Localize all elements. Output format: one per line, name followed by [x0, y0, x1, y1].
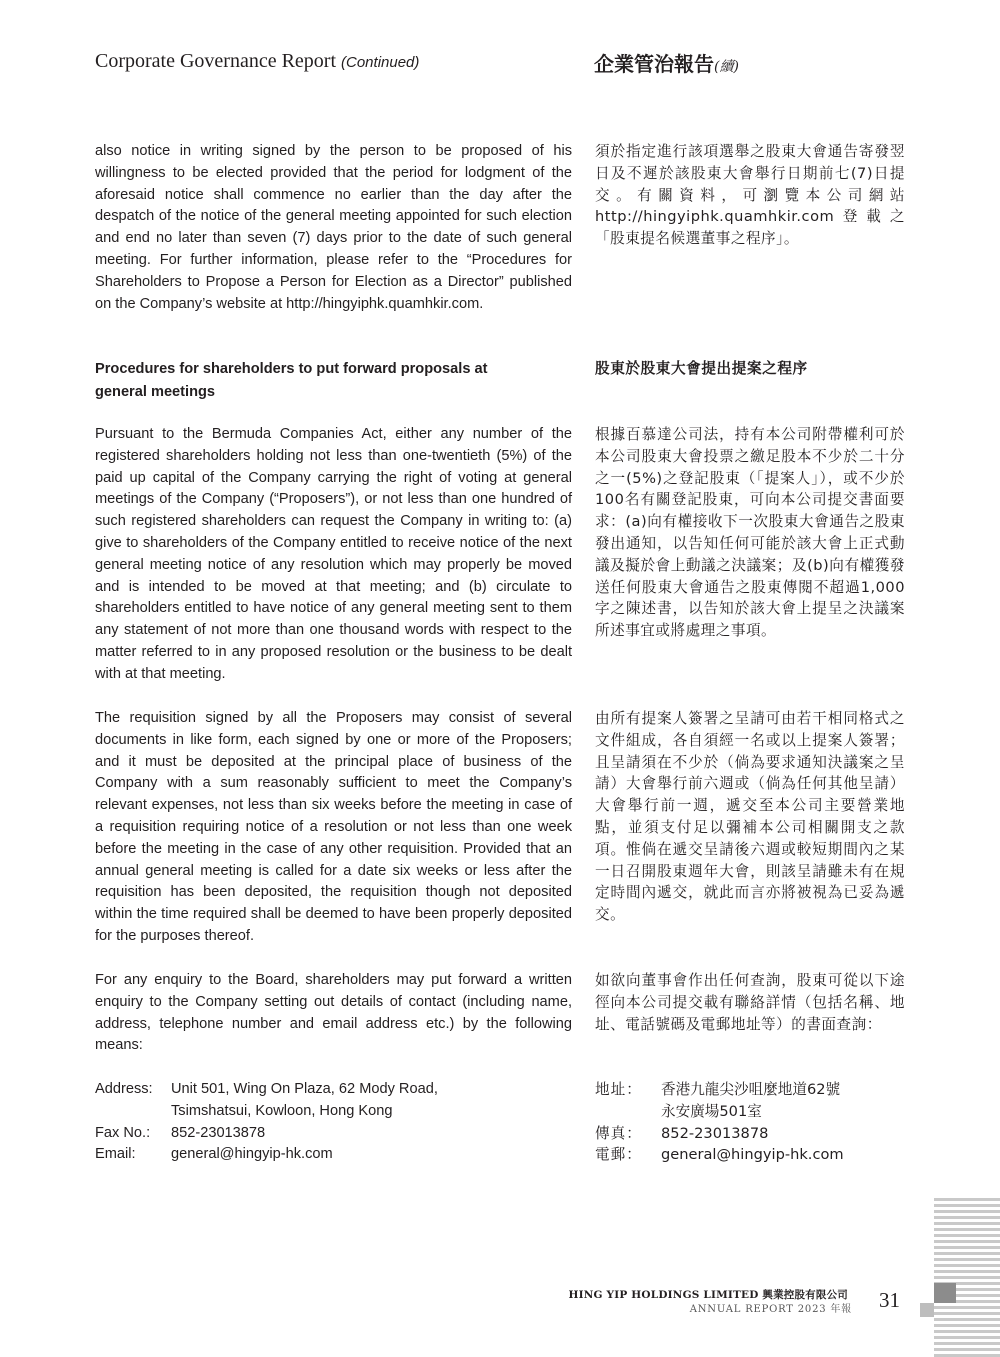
email-label-zh: 電郵： [595, 1146, 642, 1164]
header-title-en-text: Corporate Governance Report [95, 50, 337, 72]
paragraph-zh-4: 如欲向董事會作出任何查詢，股東可從以下途徑向本公司提交載有聯絡詳情（包括名稱、地址、電話號碼及電郵地址等）的書面查詢： [595, 972, 905, 1033]
fax-label-en: Fax No.: [95, 1124, 151, 1141]
address-line2-zh: 永安廣場501室 [661, 1102, 762, 1120]
header-continued-en: (Continued) [341, 54, 420, 71]
header-continued-zh: (續) [714, 59, 739, 75]
email-address-en[interactable]: general@hingyip-hk.com [171, 1146, 333, 1163]
fax-label-zh: 傳真： [595, 1124, 642, 1142]
header-title-en [95, 50, 419, 73]
paragraph-en-2: Pursuant to the Bermuda Companies Act, either any number of the registered shareholders holding not less than one-twentieth (5%) of the paid up capital of the Company carrying the right of voting at general meetings of the Company (“Proposers”), or not less than one hundred of such registered shareholders can request the Company in writing to: (a) give to shareholders of the Company entitled to receive notice of the next general meeting notice of any resolution which may properly be moved and is intended to be moved at that meeting; and (b) circulate to shareholders entitled to have notice of any general meeting sent to them any statement of not more than one thousand words with respect to the matter referred to in any proposed resolution or the business to be dealt with at that meeting. [95, 426, 572, 682]
address-label-zh: 地址： [595, 1081, 642, 1098]
contact-details-zh [595, 1079, 844, 1166]
fax-number-zh: 852-23013878 [661, 1124, 769, 1142]
contact-details-en [95, 1079, 438, 1166]
section-heading-zh: 股東於股東大會提出提案之程序 [595, 360, 808, 377]
decorative-square-dark [934, 1283, 956, 1303]
email-address-zh[interactable]: general@hingyip-hk.com [661, 1146, 844, 1164]
paragraph-zh-2: 根據百慕達公司法，持有本公司附帶權利可於本公司股東大會投票之繳足股本不少於二十分之一(5%)之登記股東（「提案人」），或不少於100名有關登記股東，可向本公司提交書面要求：(a)向有權接收下一次股東大會通告之股東發出通知，以告知任何可能於該大會上正式動議及擬於會上動議之決議案；及(b)向有權獲發送任何股東大會通告之股東傳閱不超過1,000字之陳述書，以告知於該大會上提呈之決議案所述事宜或將處理之事項。 [595, 426, 905, 640]
fax-number-en: 852-23013878 [171, 1124, 266, 1141]
address-label-en: Address: [95, 1081, 153, 1097]
paragraph-zh-1: 須於指定進行該項選舉之股東大會通告寄發翌日及不遲於該股東大會舉行日期前七(7)日提交。有關資料，可瀏覽本公司網站http://hingyiphk.quamhkir.com登載之「股東提名候選董事之程序」。 [595, 143, 905, 248]
paragraph-en-4: For any enquiry to the Board, shareholders may put forward a written enquiry to the Company setting out details of contact (including name, address, telephone number and email address etc.) by the following means: [95, 972, 572, 1054]
decorative-square-light [920, 1303, 934, 1317]
paragraph-zh-3: 由所有提案人簽署之呈請可由若干相同格式之文件組成，各自須經一名或以上提案人簽署；且呈請須在不少於（倘為要求通知決議案之呈請）大會舉行前六週或（倘為任何其他呈請）大會舉行前一週，遞交至本公司主要營業地點，並須支付足以彌補本公司相關開支之款項。惟倘在遞交呈請後六週或較短期間內之某一日召開股東週年大會，則該呈請雖未有在規定時間內遞交，就此而言亦將被視為已妥為遞交。 [595, 710, 905, 924]
address-line2-en: Tsimshatsui, Kowloon, Hong Kong [171, 1102, 393, 1119]
section-heading-en: Procedures for shareholders to put forward proposals at general meetings [95, 361, 488, 400]
paragraph-en-1: also notice in writing signed by the person to be proposed of his willingness to be elected provided that the period for lodgment of the aforesaid notice shall commence no earlier than the day after the despatch of the notice of the general meeting appointed for such election and end no later than seven (7) days prior to the date of such general meeting. For further information, please refer to the “Procedures for Shareholders to Propose a Person for Election as a Director” published on the Company’s website at http://hingyiphk.quamhkir.com. [95, 143, 572, 312]
page-number: 31 [879, 1288, 900, 1312]
address-line1-en: Unit 501, Wing On Plaza, 62 Mody Road, [171, 1081, 438, 1097]
header-title-zh-text: 企業管治報告 [594, 52, 714, 76]
footer-company-name: HING YIP HOLDINGS LIMITED 興業控股有限公司 [568, 1289, 848, 1301]
header-title-zh [594, 48, 739, 77]
email-label-en: Email: [95, 1146, 136, 1163]
decorative-stripes [934, 1198, 1000, 1357]
address-line1-zh: 香港九龍尖沙咀麼地道62號 [661, 1081, 841, 1098]
paragraph-en-3: The requisition signed by all the Proposers may consist of several documents in like form, each signed by one or more of the Proposers; and it must be deposited at the principal place of business of the Company with a sum reasonably sufficient to meet the Company’s relevant expenses, not less than six weeks before the meeting in case of a requisition requiring notice of a resolution or not less than one week before the meeting in the case of any other requisition. Provided that an annual general meeting is called for a date six weeks or less after the requisition has been deposited, the requisition though not deposited within the time required shall be deemed to have been properly deposited for the purposes thereof. [95, 710, 572, 944]
footer-report-label: ANNUAL REPORT 2023 年報 [689, 1304, 852, 1315]
